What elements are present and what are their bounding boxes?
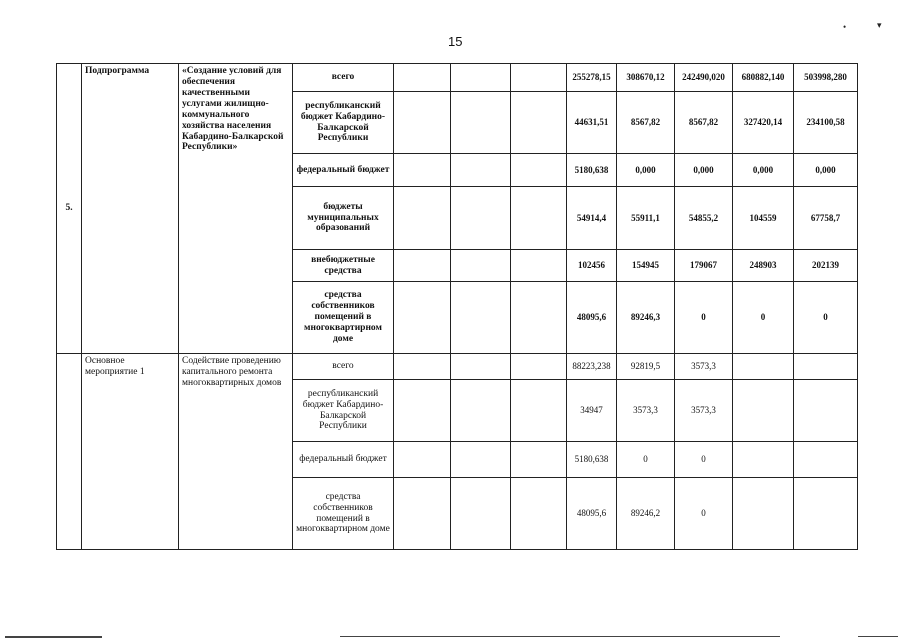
value-cell: 154945 — [617, 250, 675, 282]
value-cell: 48095,6 — [567, 282, 617, 354]
value-cell: 92819,5 — [617, 354, 675, 380]
page-number: 15 — [448, 34, 463, 49]
empty-cell — [451, 282, 511, 354]
scan-mark: ▾ — [877, 20, 882, 30]
value-cell: 0,000 — [794, 154, 858, 187]
program-title: «Создание условий для обеспечения качественными услугами жилищно-коммунального хозяйства населения Кабардино-Балкарской Республики» — [179, 64, 293, 354]
empty-cell — [511, 187, 567, 250]
empty-cell — [394, 64, 451, 92]
scan-rule — [858, 636, 898, 637]
value-cell: 0,000 — [733, 154, 794, 187]
value-cell: 0,000 — [675, 154, 733, 187]
measure-title: Содействие проведению капитального ремонта многоквартирных домов — [179, 354, 293, 550]
value-cell: 5180,638 — [567, 154, 617, 187]
value-cell: 8567,82 — [617, 92, 675, 154]
value-cell: 8567,82 — [675, 92, 733, 154]
empty-cell — [451, 380, 511, 442]
value-cell: 44631,51 — [567, 92, 617, 154]
value-cell: 0 — [733, 282, 794, 354]
empty-cell — [451, 154, 511, 187]
row-number: 5. — [57, 64, 82, 354]
value-cell — [733, 478, 794, 550]
value-cell: 54914,4 — [567, 187, 617, 250]
value-cell: 0 — [675, 442, 733, 478]
empty-cell — [451, 442, 511, 478]
row-number — [57, 354, 82, 550]
empty-cell — [511, 154, 567, 187]
funding-source: федеральный бюджет — [293, 154, 394, 187]
empty-cell — [394, 154, 451, 187]
funding-source: средства собственников помещений в многоквартирном доме — [293, 478, 394, 550]
value-cell — [794, 354, 858, 380]
value-cell: 0 — [675, 282, 733, 354]
value-cell: 5180,638 — [567, 442, 617, 478]
value-cell: 34947 — [567, 380, 617, 442]
funding-source: всего — [293, 354, 394, 380]
value-cell — [733, 380, 794, 442]
empty-cell — [511, 64, 567, 92]
empty-cell — [451, 92, 511, 154]
empty-cell — [451, 354, 511, 380]
value-cell: 234100,58 — [794, 92, 858, 154]
value-cell: 48095,6 — [567, 478, 617, 550]
value-cell: 3573,3 — [675, 354, 733, 380]
value-cell: 102456 — [567, 250, 617, 282]
table-row — [57, 64, 858, 92]
funding-source: всего — [293, 64, 394, 92]
empty-cell — [394, 380, 451, 442]
measure-type: Основное мероприятие 1 — [82, 354, 179, 550]
value-cell: 680882,140 — [733, 64, 794, 92]
funding-source: бюджеты муниципальных образований — [293, 187, 394, 250]
value-cell: 67758,7 — [794, 187, 858, 250]
empty-cell — [511, 442, 567, 478]
empty-cell — [394, 282, 451, 354]
scan-rule — [340, 636, 780, 637]
value-cell — [794, 442, 858, 478]
budget-table — [56, 63, 858, 550]
empty-cell — [511, 354, 567, 380]
empty-cell — [394, 92, 451, 154]
funding-source: республиканский бюджет Кабардино-Балкарской Республики — [293, 380, 394, 442]
value-cell: 3573,3 — [675, 380, 733, 442]
value-cell — [794, 478, 858, 550]
empty-cell — [451, 478, 511, 550]
table-row — [57, 354, 858, 380]
value-cell: 327420,14 — [733, 92, 794, 154]
value-cell: 179067 — [675, 250, 733, 282]
empty-cell — [511, 92, 567, 154]
empty-cell — [394, 354, 451, 380]
value-cell: 308670,12 — [617, 64, 675, 92]
funding-source: средства собственников помещений в многоквартирном доме — [293, 282, 394, 354]
value-cell: 248903 — [733, 250, 794, 282]
value-cell: 89246,3 — [617, 282, 675, 354]
value-cell: 242490,020 — [675, 64, 733, 92]
value-cell — [733, 442, 794, 478]
value-cell: 503998,280 — [794, 64, 858, 92]
value-cell: 104559 — [733, 187, 794, 250]
funding-source: внебюджетные средства — [293, 250, 394, 282]
funding-source: республиканский бюджет Кабардино-Балкарской Республики — [293, 92, 394, 154]
program-type: Подпрограмма — [82, 64, 179, 354]
value-cell: 202139 — [794, 250, 858, 282]
value-cell: 3573,3 — [617, 380, 675, 442]
value-cell: 89246,2 — [617, 478, 675, 550]
value-cell: 255278,15 — [567, 64, 617, 92]
value-cell: 55911,1 — [617, 187, 675, 250]
empty-cell — [394, 478, 451, 550]
empty-cell — [394, 250, 451, 282]
value-cell: 54855,2 — [675, 187, 733, 250]
empty-cell — [451, 187, 511, 250]
empty-cell — [511, 380, 567, 442]
scan-rule — [5, 636, 102, 638]
funding-source: федеральный бюджет — [293, 442, 394, 478]
empty-cell — [451, 64, 511, 92]
value-cell: 0 — [675, 478, 733, 550]
empty-cell — [511, 282, 567, 354]
value-cell: 88223,238 — [567, 354, 617, 380]
empty-cell — [394, 442, 451, 478]
scan-mark: • — [843, 22, 847, 32]
value-cell — [794, 380, 858, 442]
value-cell: 0,000 — [617, 154, 675, 187]
empty-cell — [451, 250, 511, 282]
empty-cell — [394, 187, 451, 250]
empty-cell — [511, 250, 567, 282]
value-cell: 0 — [617, 442, 675, 478]
value-cell: 0 — [794, 282, 858, 354]
value-cell — [733, 354, 794, 380]
empty-cell — [511, 478, 567, 550]
